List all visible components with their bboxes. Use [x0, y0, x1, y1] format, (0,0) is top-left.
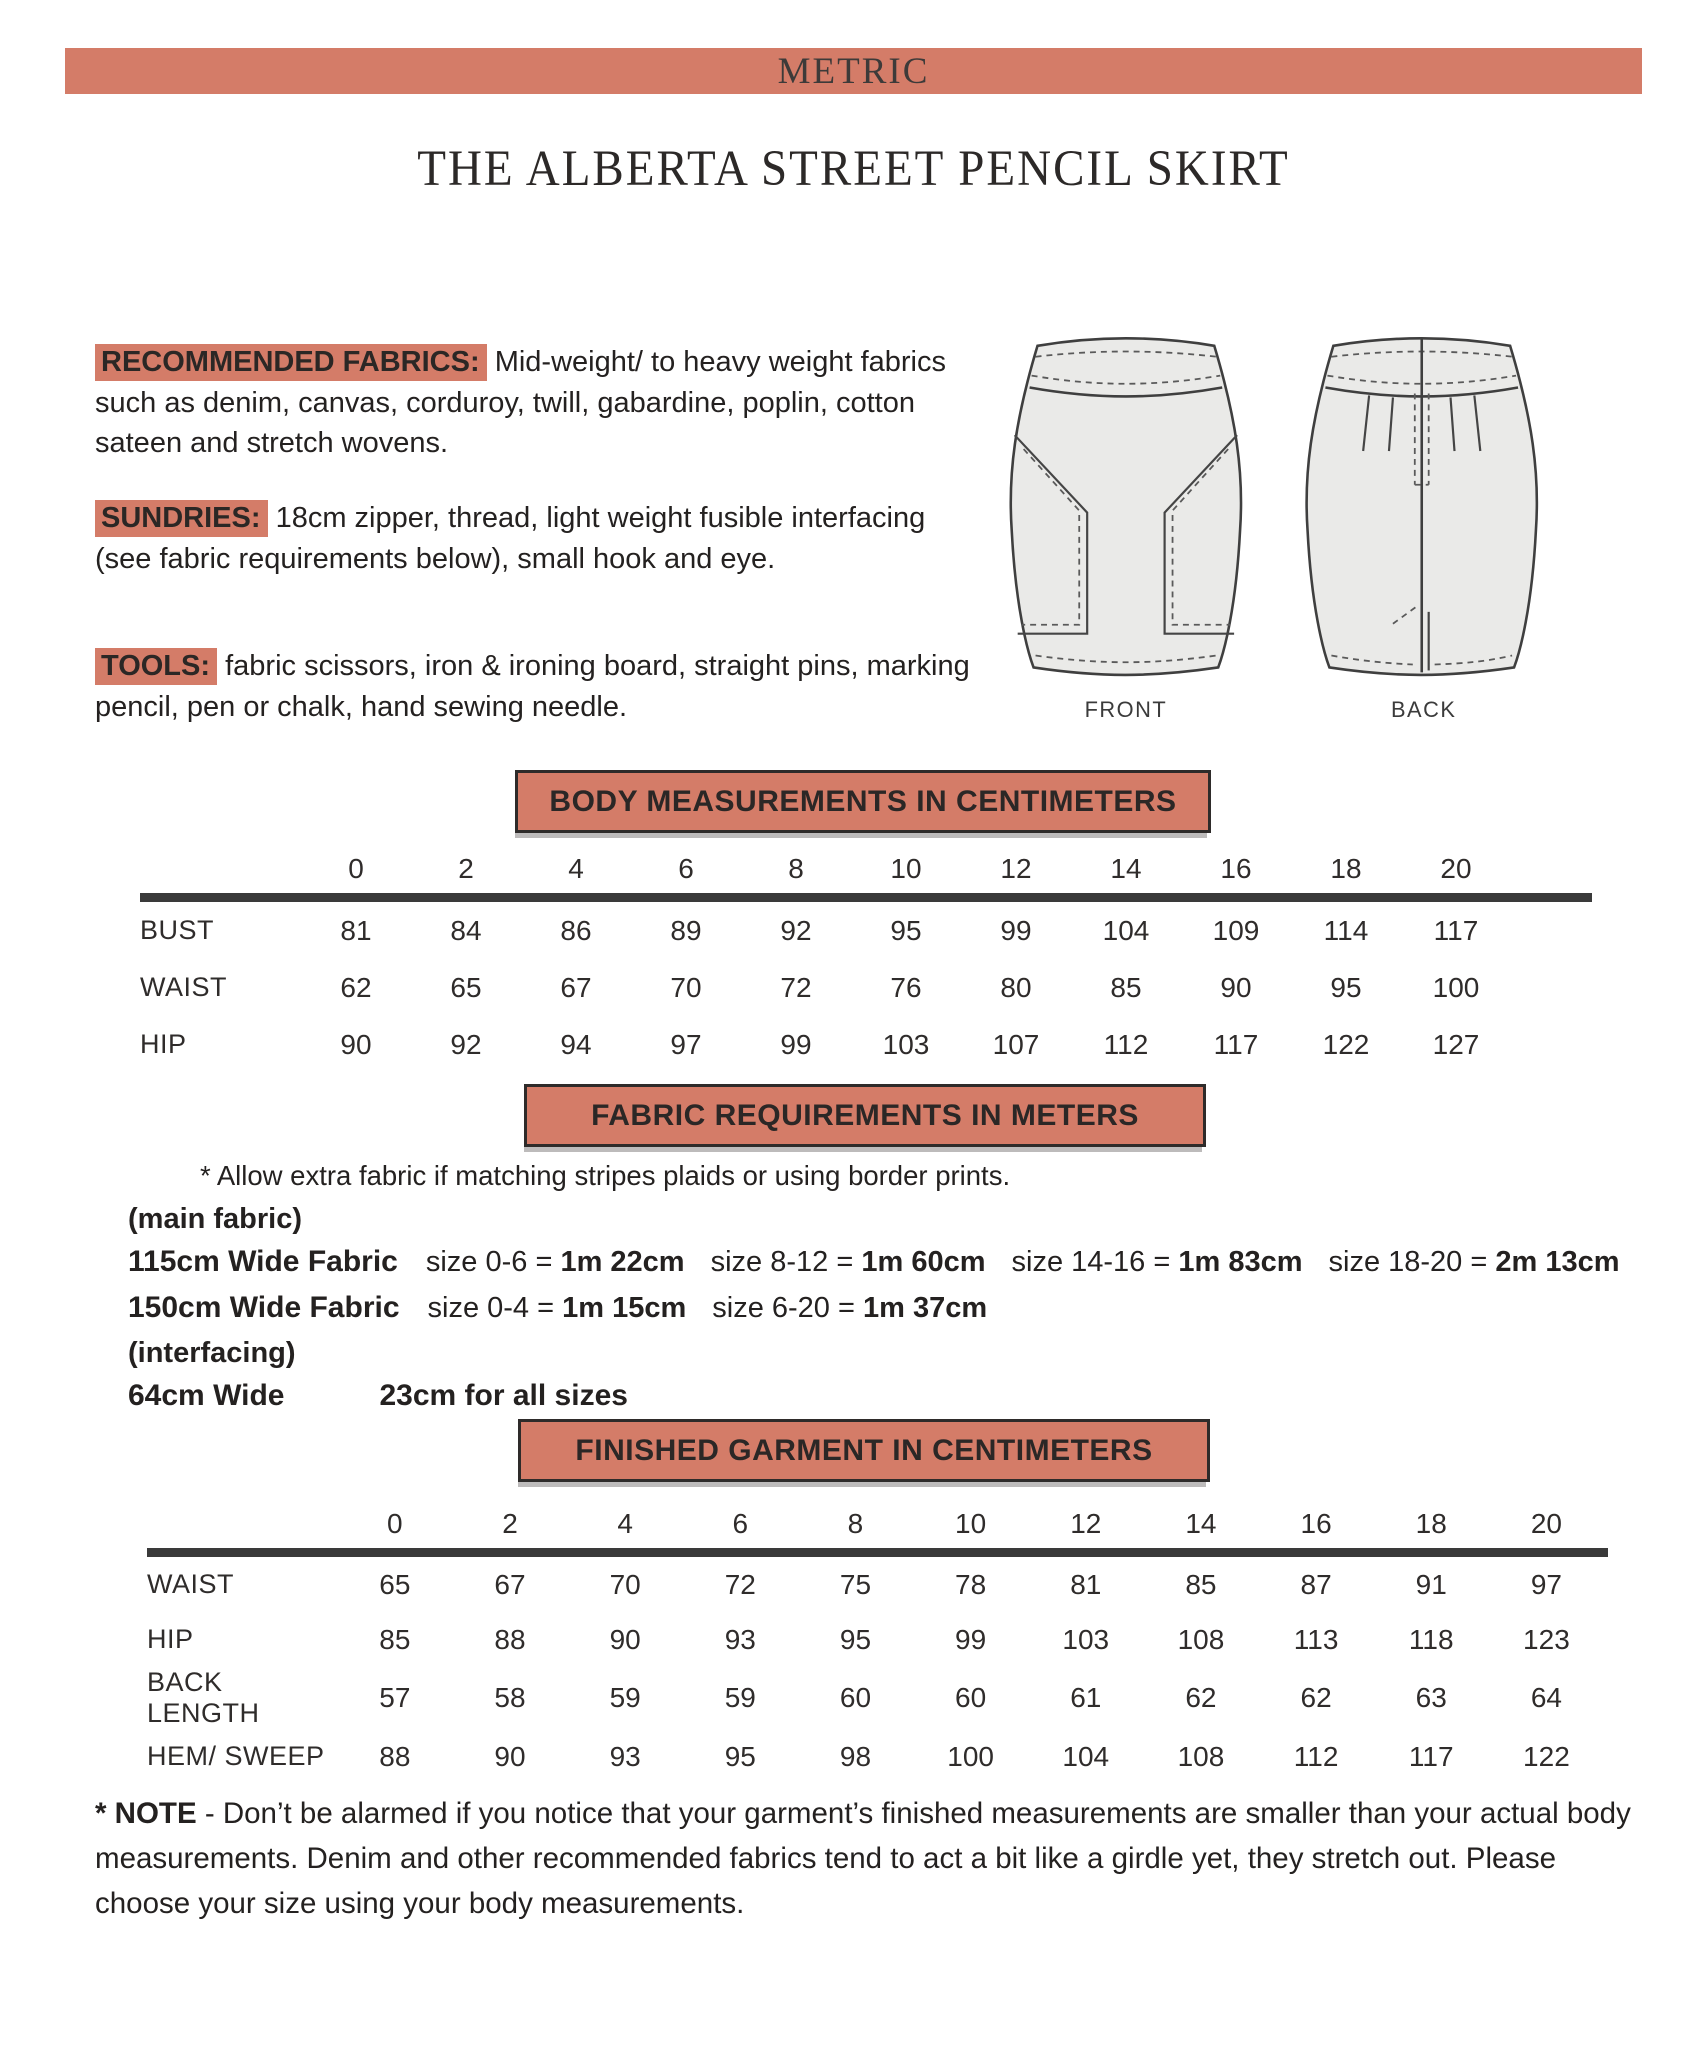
size-column-header: 4 [568, 853, 584, 884]
size-column-header: 14 [1185, 1508, 1217, 1539]
size-column-header: 2 [458, 853, 474, 884]
sundries-label: SUNDRIES: [95, 500, 268, 537]
measurement-value: 62 [340, 971, 372, 1003]
skirt-back-illustration [1307, 338, 1537, 675]
skirt-front-back-svg [948, 318, 1548, 730]
body-measurements-header [515, 770, 1211, 833]
measurement-value: 81 [1070, 1568, 1102, 1600]
corner-cell [140, 846, 301, 892]
back-label: BACK [1391, 697, 1457, 723]
fabric-width-line [128, 1245, 1693, 1279]
interfacing-width-label: 64cm Wide [128, 1379, 285, 1412]
fabric-amount-entry: size 14-16 = 1m 83cm [1011, 1246, 1303, 1278]
measurement-value: 95 [890, 914, 922, 946]
fabric-amount-entry: size 8-12 = 1m 60cm [710, 1246, 986, 1278]
fabric-amount-entry: size 0-6 = 1m 22cm [425, 1246, 685, 1278]
size-column-header: 14 [1110, 853, 1142, 884]
measurement-value: 108 [1177, 1623, 1225, 1655]
measurement-value: 91 [1415, 1568, 1447, 1600]
measurement-value: 90 [1220, 971, 1252, 1003]
recommended-fabrics-label: RECOMMENDED FABRICS: [95, 344, 487, 381]
measurement-value: 104 [1062, 1740, 1110, 1772]
measurement-value: 92 [780, 914, 812, 946]
main-fabric-heading: (main fabric) [128, 1203, 303, 1235]
measurement-value: 97 [1530, 1568, 1562, 1600]
measurement-value: 99 [1000, 914, 1032, 946]
measurement-value: 95 [1330, 971, 1362, 1003]
note-label: * NOTE [95, 1797, 197, 1830]
measurement-value: 107 [992, 1028, 1040, 1060]
fabric-amount-entry: size 6-20 = 1m 37cm [712, 1292, 988, 1324]
measurement-value: 108 [1177, 1740, 1225, 1772]
measurement-row [147, 1729, 1604, 1784]
measurement-row-label: WAIST [140, 972, 227, 1002]
measurement-value: 86 [560, 914, 592, 946]
size-header-row [147, 1501, 1604, 1547]
measurement-value: 84 [450, 914, 482, 946]
measurement-value: 72 [780, 971, 812, 1003]
page-title: THE ALBERTA STREET PENCIL SKIRT [417, 140, 1290, 198]
size-column-header: 6 [678, 853, 694, 884]
measurement-value: 90 [340, 1028, 372, 1060]
measurement-row-label: HIP [147, 1624, 194, 1654]
measurement-row-label: BACK LENGTH [147, 1667, 260, 1728]
size-column-header: 2 [502, 1508, 518, 1539]
measurement-value: 117 [1433, 914, 1479, 946]
size-column-header: 8 [847, 1508, 864, 1539]
metric-banner-label: METRIC [777, 50, 930, 92]
measurement-value: 112 [1103, 1028, 1149, 1060]
measurement-value: 98 [839, 1740, 872, 1772]
measurement-value: 78 [955, 1568, 987, 1600]
size-column-header: 0 [387, 1508, 403, 1539]
measurement-value: 58 [494, 1682, 526, 1713]
divider-row [140, 892, 1511, 902]
fabric-width-lines [128, 1245, 1693, 1325]
measurement-row [140, 959, 1511, 1016]
size-column-header: 6 [732, 1508, 749, 1539]
body-measurements-title: BODY MEASUREMENTS IN CENTIMETERS [549, 784, 1177, 818]
table-divider-rule [140, 893, 1592, 902]
size-column-header: 8 [788, 853, 804, 884]
measurement-value: 90 [609, 1623, 641, 1655]
measurement-value: 90 [494, 1740, 526, 1772]
fabric-amount-entry: size 18-20 = 2m 13cm [1328, 1246, 1620, 1278]
measurement-value: 99 [780, 1028, 812, 1060]
measurement-value: 122 [1523, 1740, 1570, 1772]
measurement-value: 85 [1110, 971, 1142, 1003]
fabric-width-label: 150cm Wide Fabric [128, 1291, 400, 1324]
size-column-header: 18 [1330, 853, 1362, 884]
measurement-value: 64 [1530, 1682, 1562, 1713]
measurement-value: 123 [1523, 1623, 1570, 1655]
finished-garment-title: FINISHED GARMENT IN CENTIMETERS [575, 1433, 1153, 1467]
corner-cell [147, 1501, 337, 1547]
measurement-value: 112 [1293, 1740, 1339, 1772]
measurement-value: 63 [1415, 1682, 1447, 1713]
measurement-value: 60 [955, 1682, 987, 1713]
finished-garment-header [518, 1419, 1210, 1482]
measurement-row [147, 1667, 1604, 1729]
measurement-value: 103 [1062, 1623, 1110, 1655]
measurement-value: 67 [494, 1568, 526, 1600]
measurement-value: 70 [670, 971, 702, 1003]
measurement-value: 127 [1432, 1028, 1480, 1060]
measurement-row-label: HEM/ SWEEP [147, 1741, 325, 1771]
measurement-value: 113 [1293, 1623, 1339, 1655]
measurement-value: 95 [724, 1740, 756, 1772]
measurement-value: 85 [1185, 1568, 1217, 1600]
measurement-row [140, 902, 1511, 959]
size-column-header: 16 [1300, 1508, 1332, 1539]
metric-banner [65, 48, 1642, 94]
size-header-row [140, 846, 1511, 892]
divider-row [147, 1547, 1604, 1557]
measurement-row [140, 1016, 1511, 1073]
note-text: - Don’t be alarmed if you notice that your garment’s finished measurements are smaller than your actual body measurements. Denim and other recommended fabrics tend to act a bit like a girdle yet, they stretch out. Please choose your size using your body measurements. [95, 1797, 1631, 1920]
measurement-value: 89 [670, 914, 702, 946]
measurement-value: 103 [882, 1028, 930, 1060]
size-column-header: 0 [348, 853, 364, 884]
measurement-value: 99 [955, 1623, 987, 1655]
size-column-header: 12 [1070, 1508, 1102, 1539]
size-column-header: 10 [890, 853, 922, 884]
measurement-row [147, 1557, 1604, 1612]
measurement-value: 122 [1322, 1028, 1370, 1060]
size-column-header: 4 [617, 1508, 633, 1539]
table-divider-rule [147, 1548, 1608, 1557]
fabric-requirements-title: FABRIC REQUIREMENTS IN METERS [591, 1098, 1139, 1132]
skirt-technical-drawing [948, 318, 1548, 730]
body-measurements-table [140, 846, 1511, 1073]
measurement-value: 61 [1070, 1682, 1102, 1713]
measurement-row [147, 1612, 1604, 1667]
tools-label: TOOLS: [95, 648, 217, 685]
measurement-value: 109 [1212, 914, 1260, 946]
measurement-row-label: WAIST [147, 1569, 234, 1599]
interfacing-line [128, 1379, 1693, 1413]
measurement-value: 114 [1323, 914, 1369, 946]
measurement-row-label: BUST [140, 915, 215, 945]
measurement-value: 117 [1408, 1740, 1454, 1772]
measurement-value: 87 [1300, 1568, 1332, 1600]
measurement-value: 59 [609, 1682, 641, 1713]
tools-section [95, 646, 975, 727]
interfacing-amount: 23cm for all sizes [379, 1379, 628, 1412]
recommended-fabrics-text: Mid-weight/ to heavy weight fabrics such as denim, canvas, corduroy, twill, gabardine, poplin, cotton sateen and stretch wovens. [95, 346, 946, 460]
measurement-value: 72 [724, 1568, 756, 1600]
measurement-value: 93 [609, 1740, 641, 1772]
size-column-header: 12 [1000, 853, 1032, 884]
measurement-value: 57 [379, 1682, 411, 1713]
measurement-value: 65 [379, 1568, 411, 1600]
measurement-value: 62 [1300, 1682, 1332, 1713]
front-label: FRONT [1084, 697, 1168, 723]
fabric-width-line [128, 1291, 1693, 1325]
size-column-header: 20 [1440, 853, 1472, 884]
fabric-requirements-section [128, 1160, 1693, 1413]
measurement-row-label: HIP [140, 1029, 187, 1059]
measurement-value: 85 [379, 1623, 411, 1655]
measurement-value: 59 [724, 1682, 756, 1713]
measurement-value: 97 [670, 1028, 702, 1060]
measurement-value: 76 [890, 971, 922, 1003]
measurement-value: 92 [450, 1028, 482, 1060]
measurement-value: 80 [1000, 971, 1032, 1003]
fabric-amount-entry: size 0-4 = 1m 15cm [427, 1292, 687, 1324]
size-column-header: 10 [955, 1508, 987, 1539]
measurement-value: 94 [560, 1028, 592, 1060]
measurement-value: 81 [340, 914, 372, 946]
measurement-value: 70 [609, 1568, 641, 1600]
skirt-front-illustration [1011, 338, 1241, 675]
measurement-value: 118 [1408, 1623, 1454, 1655]
measurement-value: 93 [724, 1623, 756, 1655]
measurement-value: 65 [450, 971, 482, 1003]
finished-garment-table [147, 1501, 1604, 1784]
measurement-value: 67 [560, 971, 592, 1003]
fabric-requirements-header [524, 1084, 1206, 1147]
measurement-value: 100 [1432, 971, 1480, 1003]
size-column-header: 18 [1415, 1508, 1447, 1539]
measurement-value: 117 [1213, 1028, 1259, 1060]
measurement-value: 104 [1102, 914, 1150, 946]
measurement-value: 88 [379, 1740, 411, 1772]
measurement-value: 95 [839, 1623, 872, 1655]
fabric-width-label: 115cm Wide Fabric [128, 1245, 398, 1278]
bottom-note [95, 1792, 1650, 1926]
measurement-value: 75 [839, 1568, 872, 1600]
sundries-text: 18cm zipper, thread, light weight fusible interfacing (see fabric requirements below), small hook and eye. [95, 502, 926, 575]
interfacing-heading: (interfacing) [128, 1337, 296, 1369]
measurement-value: 100 [947, 1740, 994, 1772]
recommended-fabrics-section [95, 342, 975, 464]
size-column-header: 16 [1220, 853, 1252, 884]
measurement-value: 88 [494, 1623, 526, 1655]
size-column-header: 20 [1530, 1508, 1562, 1539]
tools-text: fabric scissors, iron & ironing board, straight pins, marking pencil, pen or chalk, hand sewing needle. [95, 650, 970, 723]
measurement-value: 60 [839, 1682, 872, 1713]
sundries-section [95, 498, 975, 579]
fabric-footnote: * Allow extra fabric if matching stripes plaids or using border prints. [200, 1160, 1011, 1191]
measurement-value: 62 [1185, 1682, 1217, 1713]
